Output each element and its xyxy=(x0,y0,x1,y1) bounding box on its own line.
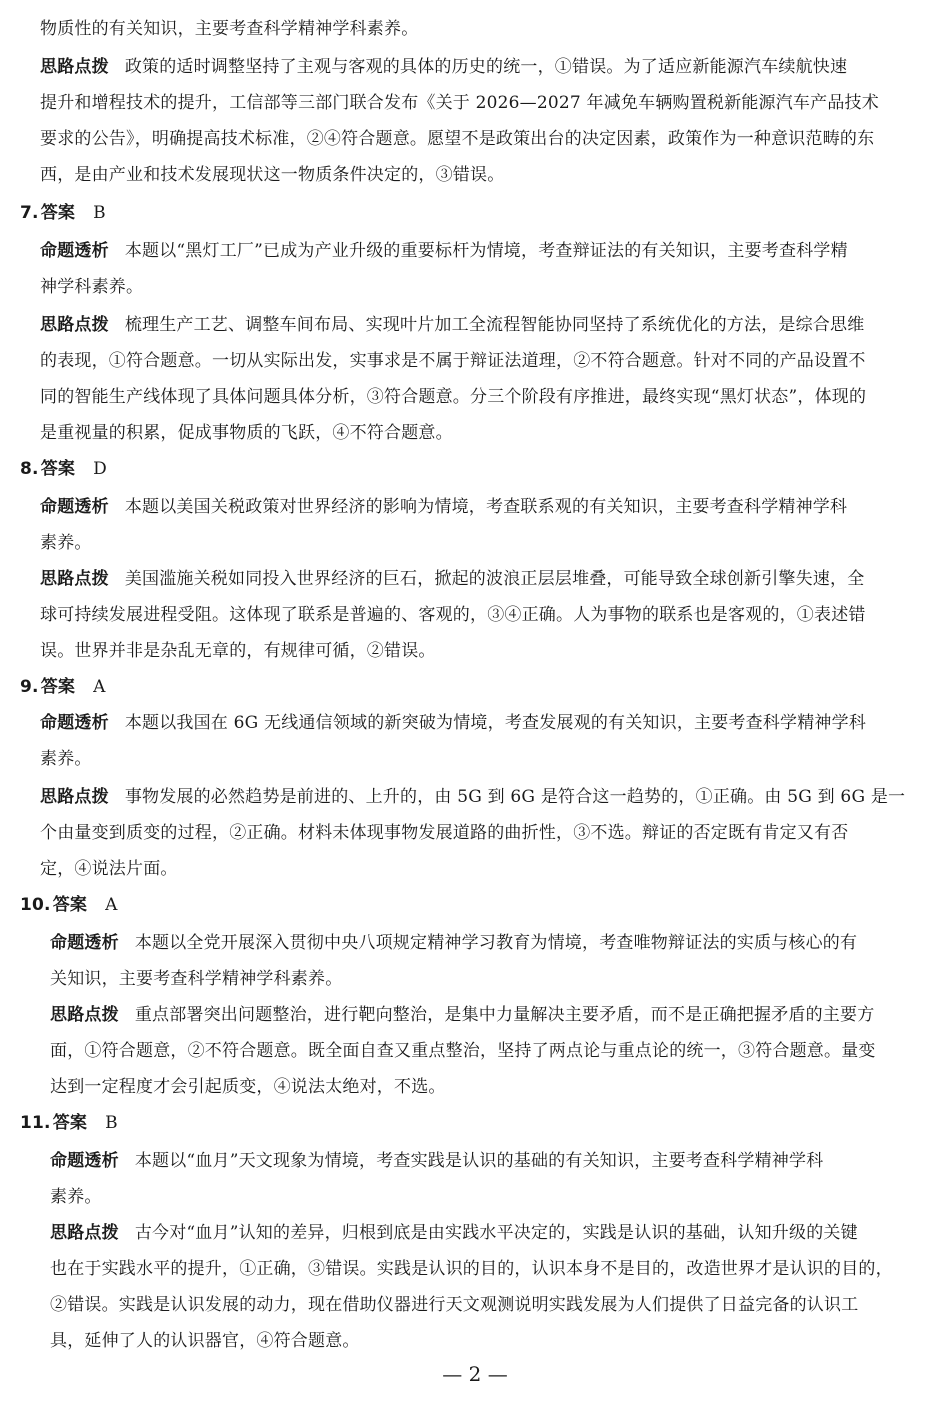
question-number: 7. xyxy=(20,203,39,223)
intent-label: 命题透析 xyxy=(40,241,109,261)
intent-label: 命题透析 xyxy=(50,1151,119,1171)
answer-value: A xyxy=(93,677,106,697)
text-line: 提升和增程技术的提升，工信部等三部门联合发布《关于 2026—2027 年减免车辆购置税新能源汽车产品技术 xyxy=(40,93,879,113)
text-line: 关知识，主要考查科学精神学科素养。 xyxy=(50,969,343,989)
intent-block xyxy=(50,932,930,954)
analysis-label: 思路点拨 xyxy=(50,1223,119,1243)
analysis-label: 思路点拨 xyxy=(40,57,109,77)
analysis-block xyxy=(40,568,930,590)
text-line: ②错误。实践是认识发展的动力，现在借助仪器进行天文观测说明实践发展为人们提供了日益完备的认识工 xyxy=(50,1295,859,1315)
text-line: 本题以“黑灯工厂”已成为产业升级的重要标杆为情境，考查辩证法的有关知识，主要考查科学精 xyxy=(124,241,848,261)
answer-label: 答案 xyxy=(52,895,88,915)
answer-row xyxy=(20,1112,910,1134)
text-line: 要求的公告》，明确提高技术标准，②④符合题意。愿望不是政策出台的决定因素，政策作为一种意识范畴的东 xyxy=(40,129,875,149)
analysis-block xyxy=(40,786,930,808)
answer-value: D xyxy=(93,459,107,479)
intent-block xyxy=(40,712,930,734)
text-line: 本题以美国关税政策对世界经济的影响为情境，考查联系观的有关知识，主要考查科学精神学科 xyxy=(124,497,848,517)
text-line: 误。世界并非是杂乱无章的，有规律可循，②错误。 xyxy=(40,641,436,661)
text-line: 西，是由产业和技术发展现状这一物质条件决定的，③错误。 xyxy=(40,165,505,185)
analysis-label: 思路点拨 xyxy=(40,315,109,335)
question-number: 11. xyxy=(20,1113,51,1133)
text-line: 达到一定程度才会引起质变，④说法太绝对，不选。 xyxy=(50,1077,446,1097)
text-line: 个由量变到质变的过程，②正确。材料未体现事物发展道路的曲折性，③不选。辩证的否定既有肯定又有否 xyxy=(40,823,849,843)
intent-label: 命题透析 xyxy=(50,933,119,953)
answer-row xyxy=(20,202,910,224)
answer-label: 答案 xyxy=(40,459,76,479)
analysis-label: 思路点拨 xyxy=(40,787,109,807)
answer-row xyxy=(20,676,910,698)
text-line: 神学科素养。 xyxy=(40,277,144,297)
analysis-label: 思路点拨 xyxy=(40,569,109,589)
answer-row xyxy=(20,894,910,916)
intent-block xyxy=(50,1150,930,1172)
intent-label: 命题透析 xyxy=(40,497,109,517)
text-line: 事物发展的必然趋势是前进的、上升的，由 5G 到 6G 是符合这一趋势的，①正确。由 5G 到 6G 是一 xyxy=(124,787,906,807)
answer-row xyxy=(20,458,910,480)
answer-label: 答案 xyxy=(52,1113,88,1133)
text-line: 素养。 xyxy=(40,533,92,553)
text-line: 本题以我国在 6G 无线通信领域的新突破为情境，考查发展观的有关知识，主要考查科学精神学科 xyxy=(124,713,867,733)
text-line: 定，④说法片面。 xyxy=(40,859,178,879)
answer-label: 答案 xyxy=(40,203,76,223)
text-line: 本题以全党开展深入贯彻中央八项规定精神学习教育为情境，考查唯物辩证法的实质与核心的有 xyxy=(134,933,858,953)
answer-label: 答案 xyxy=(40,677,76,697)
intent-block xyxy=(40,240,930,262)
analysis-block xyxy=(50,1222,930,1244)
text-line: 美国滥施关税如同投入世界经济的巨石，掀起的波浪正层层堆叠，可能导致全球创新引擎失速，全 xyxy=(124,569,865,589)
text-line: 政策的适时调整坚持了主观与客观的具体的历史的统一，①错误。为了适应新能源汽车续航快速 xyxy=(124,57,848,77)
text-line: 同的智能生产线体现了具体问题具体分析，③符合题意。分三个阶段有序推进，最终实现“黑灯状态”，体现的 xyxy=(40,387,867,407)
analysis-label: 思路点拨 xyxy=(50,1005,119,1025)
analysis-block xyxy=(50,1004,930,1026)
text-line: 重点部署突出问题整治，进行靶向整治，是集中力量解决主要矛盾，而不是正确把握矛盾的主要方 xyxy=(134,1005,875,1025)
text-line: 物质性的有关知识，主要考查科学精神学科素养。 xyxy=(40,19,419,39)
text-line: 素养。 xyxy=(50,1187,102,1207)
page-number: — 2 — xyxy=(442,1362,508,1386)
analysis-block xyxy=(40,314,930,336)
text-line: 古今对“血月”认知的差异，归根到底是由实践水平决定的，实践是认识的基础，认知升级的关键 xyxy=(134,1223,858,1243)
text-line: 梳理生产工艺、调整车间布局、实现叶片加工全流程智能协同坚持了系统优化的方法，是综合思维 xyxy=(124,315,865,335)
question-number: 9. xyxy=(20,677,39,697)
intent-label: 命题透析 xyxy=(40,713,109,733)
text-line: 素养。 xyxy=(40,749,92,769)
question-number: 10. xyxy=(20,895,51,915)
text-line: 面，①符合题意，②不符合题意。既全面自查又重点整治，坚持了两点论与重点论的统一，③符合题意。量变 xyxy=(50,1041,876,1061)
text-line: 也在于实践水平的提升，①正确，③错误。实践是认识的目的，认识本身不是目的，改造世界才是认识的目的， xyxy=(50,1259,893,1279)
answer-value: B xyxy=(93,203,106,223)
text-line: 的表现，①符合题意。一切从实际出发，实事求是不属于辩证法道理，②不符合题意。针对不同的产品设置不 xyxy=(40,351,866,371)
text-line: 球可持续发展进程受阻。这体现了联系是普遍的、客观的，③④正确。人为事物的联系也是客观的，①表述错 xyxy=(40,605,866,625)
question-number: 8. xyxy=(20,459,39,479)
text-line: 是重视量的积累，促成事物质的飞跃，④不符合题意。 xyxy=(40,423,453,443)
text-line: 本题以“血月”天文现象为情境，考查实践是认识的基础的有关知识，主要考查科学精神学科 xyxy=(134,1151,824,1171)
intent-block xyxy=(40,496,930,518)
answer-value: A xyxy=(105,895,118,915)
text-line: 具，延伸了人的认识器官，④符合题意。 xyxy=(50,1331,360,1351)
analysis-block xyxy=(40,56,930,78)
answer-value: B xyxy=(105,1113,118,1133)
